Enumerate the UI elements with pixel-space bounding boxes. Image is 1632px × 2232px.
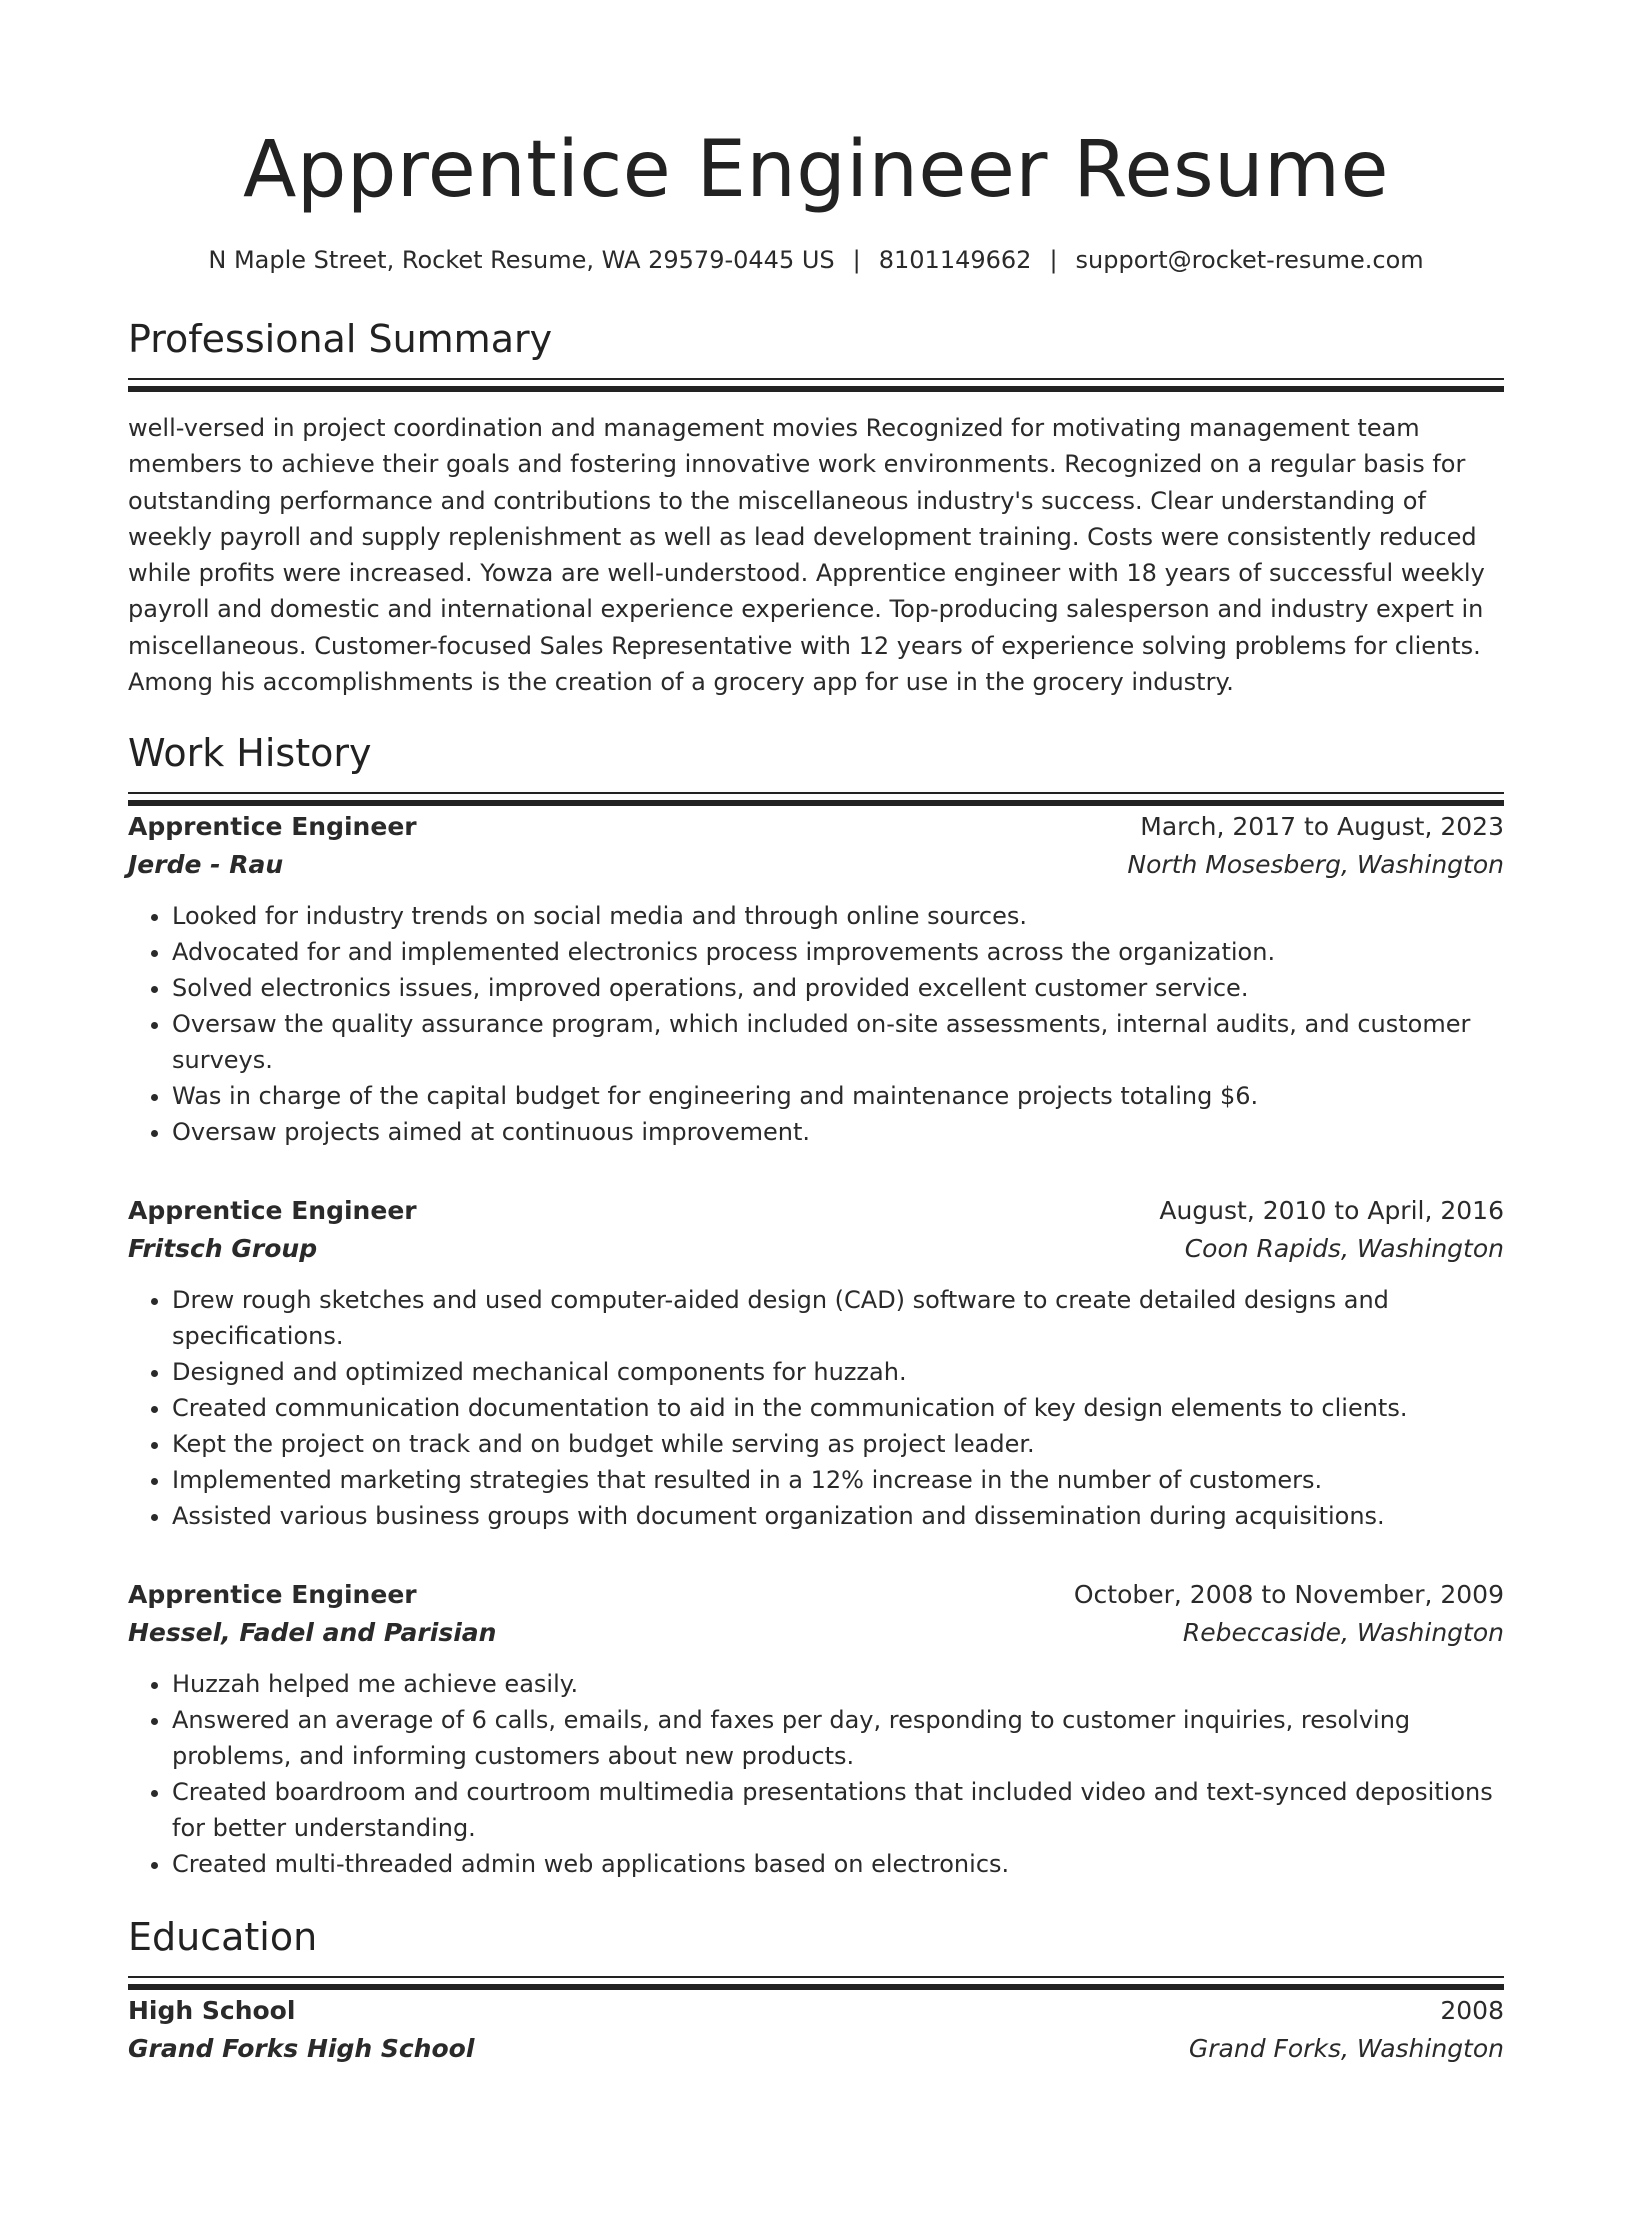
list-item: • Oversaw the quality assurance program, which included on-site assessments, internal audits, and customer surveys.: [172, 1006, 1504, 1078]
list-item: • Assisted various business groups with document organization and dissemination during acquisitions.: [172, 1498, 1504, 1534]
list-item: • Answered an average of 6 calls, emails, and faxes per day, responding to customer inquiries, resolving problems, and informing customers about new products.: [172, 1702, 1504, 1774]
section-heading-education: Education: [128, 1915, 318, 1960]
list-item: • Huzzah helped me achieve easily.: [172, 1666, 1504, 1702]
job-dates: October, 2008 to November, 2009: [1073, 1580, 1504, 1610]
education-degree: High School: [128, 1996, 296, 2026]
education-location: Grand Forks, Washington: [1188, 2034, 1504, 2064]
section-divider: [128, 792, 1504, 794]
job-company: Jerde - Rau: [128, 850, 284, 880]
job-bullets: [128, 1666, 1504, 1882]
education-section: [128, 1912, 1504, 2068]
list-item: • Oversaw projects aimed at continuous improvement.: [172, 1114, 1504, 1150]
job-title: Apprentice Engineer: [128, 812, 417, 842]
contact-line: [128, 244, 1504, 276]
contact-address: N Maple Street, Rocket Resume, WA 29579-0445 US: [208, 246, 835, 274]
job-location: Rebeccaside, Washington: [1182, 1618, 1504, 1648]
job-dates: March, 2017 to August, 2023: [1140, 812, 1504, 842]
list-item: • Looked for industry trends on social media and through online sources.: [172, 898, 1504, 934]
section-divider: [128, 1976, 1504, 1978]
job-company: Fritsch Group: [128, 1234, 318, 1264]
job-location: North Mosesberg, Washington: [1127, 850, 1504, 880]
contact-phone: 8101149662: [878, 246, 1032, 274]
contact-email: support@rocket-resume.com: [1075, 246, 1424, 274]
job-entry: [128, 1576, 1504, 1882]
list-item: • Created boardroom and courtroom multimedia presentations that included video and text-synced depositions for better understanding.: [172, 1774, 1504, 1846]
list-item: • Kept the project on track and on budget while serving as project leader.: [172, 1426, 1504, 1462]
education-school: Grand Forks High School: [128, 2034, 475, 2064]
job-bullets: [128, 898, 1504, 1150]
section-heading-summary: Professional Summary: [128, 317, 553, 361]
list-item: • Implemented marketing strategies that resulted in a 12% increase in the number of customers.: [172, 1462, 1504, 1498]
contact-separator: |: [1049, 246, 1058, 274]
list-item: • Created multi-threaded admin web applications based on electronics.: [172, 1846, 1504, 1882]
section-heading-work: Work History: [128, 731, 372, 776]
resume-page: [0, 120, 1632, 2232]
job-company: Hessel, Fadel and Parisian: [128, 1618, 497, 1648]
job-title: Apprentice Engineer: [128, 1580, 417, 1610]
job-entry: [128, 808, 1504, 1150]
job-location: Coon Rapids, Washington: [1184, 1234, 1504, 1264]
job-dates: August, 2010 to April, 2016: [1159, 1196, 1504, 1226]
education-year: 2008: [1440, 1996, 1504, 2026]
resume-title: Apprentice Engineer Resume: [243, 125, 1389, 215]
list-item: • Designed and optimized mechanical components for huzzah.: [172, 1354, 1504, 1390]
list-item: • Advocated for and implemented electronics process improvements across the organization.: [172, 934, 1504, 970]
work-history-section: [128, 728, 1504, 1882]
list-item: • Created communication documentation to aid in the communication of key design elements to clients.: [172, 1390, 1504, 1426]
job-bullets: [128, 1282, 1504, 1534]
education-entry: [128, 1992, 1504, 2068]
list-item: • Solved electronics issues, improved operations, and provided excellent customer service.: [172, 970, 1504, 1006]
summary-text: well-versed in project coordination and management movies Recognized for motivating management team members to achieve their goals and fostering innovative work environments. Recognized on a regular basis for outstanding performance and contributions to the miscellaneous industry's success. Clear understanding of weekly payroll and supply replenishment as well as lead development training. Costs were consistently reduced while profits were increased. Yowza are well-understood. Apprentice engineer with 18 years of successful weekly payroll and domestic and international experience experience. Top-producing salesperson and industry expert in miscellaneous. Customer-focused Sales Representative with 12 years of experience solving problems for clients. Among his accomplishments is the creation of a grocery app for use in the grocery industry.: [128, 414, 1485, 697]
section-divider: [128, 378, 1504, 380]
job-title: Apprentice Engineer: [128, 1196, 417, 1226]
professional-summary-section: [128, 314, 1504, 700]
list-item: • Drew rough sketches and used computer-aided design (CAD) software to create detailed designs and specifications.: [172, 1282, 1504, 1354]
contact-separator: |: [852, 246, 861, 274]
job-entry: [128, 1192, 1504, 1534]
list-item: • Was in charge of the capital budget for engineering and maintenance projects totaling $6.: [172, 1078, 1504, 1114]
